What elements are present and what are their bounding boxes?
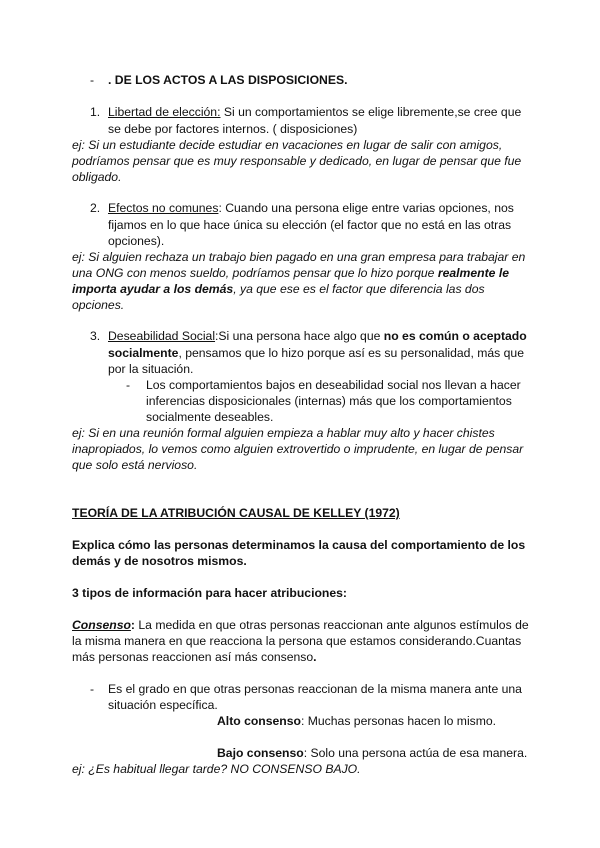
bajo-label: Bajo consenso (217, 746, 304, 760)
item-bold: socialmente (108, 346, 179, 360)
sub-dash: - (126, 378, 131, 392)
example-line (72, 265, 509, 281)
list-number: 1. (90, 105, 101, 119)
item-1-line2: se debe por factores internos. ( disposiciones) (108, 122, 358, 136)
subheading: 3 tipos de información para hacer atribuciones: (72, 586, 347, 600)
bajo-consenso-line (217, 745, 527, 761)
item-2-line3: opciones). (108, 234, 165, 248)
section-heading: . DE LOS ACTOS A LAS DISPOSICIONES. (108, 73, 348, 87)
sub-bullet-line: inferencias disposicionales (internas) más que los comportamientos (146, 394, 512, 408)
example-bold: realmente le (437, 266, 509, 280)
item-3-line2 (108, 345, 524, 361)
item-2-text (108, 200, 514, 216)
consenso-text: La medida en que otras personas reaccionan ante algunos estímulos de (134, 618, 529, 632)
item-bold: no es común o aceptado (383, 329, 527, 343)
sub-bullet-line: socialmente deseables. (146, 410, 274, 424)
section-title: TEORÍA DE LA ATRIBUCIÓN CAUSAL DE KELLEY (1972) (72, 506, 400, 520)
example-text: una ONG con menos sueldo, podríamos pensar que lo hizo porque (72, 266, 438, 280)
list-number: 2. (90, 201, 101, 215)
example-line: inapropiados, lo vemos como alguien extrovertido o imprudente, en lugar de pensar (72, 442, 524, 456)
example-line: ej: ¿Es habitual llegar tarde? NO CONSENSO BAJO. (72, 762, 361, 776)
list-dash: - (90, 73, 95, 87)
sub-bullet-line: Los comportamientos bajos en deseabilidad social nos llevan a hacer (146, 378, 521, 392)
consenso-line (72, 617, 529, 633)
consenso-text: más personas reaccionen así más consenso (72, 650, 314, 664)
bullet-line: situación específica. (108, 698, 218, 712)
example-line: obligado. (72, 170, 122, 184)
list-dash: - (90, 682, 95, 696)
example-line: opciones. (72, 298, 125, 312)
list-number: 3. (90, 329, 101, 343)
example-line: ej: Si un estudiante decide estudiar en vacaciones en lugar de salir con amigos, (72, 138, 503, 152)
item-title: Deseabilidad Social (108, 329, 216, 343)
item-text: : Cuando una persona elige entre varias opciones, nos (218, 201, 514, 215)
item-title: Libertad de elección: (108, 105, 221, 119)
item-text: :Si una persona hace algo que (215, 329, 384, 343)
item-1-text (108, 104, 521, 120)
example-text: , ya que ese es el factor que diferencia las dos (233, 282, 485, 296)
item-3-text (108, 328, 527, 344)
example-line (72, 281, 485, 297)
period: . (313, 650, 317, 664)
item-text: Si un comportamientos se elige libremente,se cree que (220, 105, 522, 119)
item-text: , pensamos que lo hizo porque así es su personalidad, más que (178, 346, 524, 360)
bullet-line: Es el grado en que otras personas reaccionan de la misma manera ante una (108, 682, 522, 696)
intro-line: Explica cómo las personas determinamos la causa del comportamiento de los (72, 538, 526, 552)
bajo-text: : Solo una persona actúa de esa manera. (303, 746, 528, 760)
colon: : (130, 618, 135, 632)
example-line: ej: Si en una reunión formal alguien empieza a hablar muy alto y hacer chistes (72, 426, 495, 440)
alto-text: : Muchas personas hacen lo mismo. (300, 714, 497, 728)
example-bold: importa ayudar a los demás (72, 282, 234, 296)
consenso-line (72, 649, 317, 665)
example-line: ej: Si alguien rechaza un trabajo bien pagado en una gran empresa para trabajar en (72, 250, 526, 264)
example-line: podríamos pensar que es muy responsable y dedicado, en lugar de pensar que fue (72, 154, 522, 168)
consenso-line: la misma manera en que reacciona la persona que estamos considerando.Cuantas (72, 634, 522, 648)
alto-label: Alto consenso (217, 714, 301, 728)
consenso-term: Consenso (72, 618, 131, 632)
item-2-line2: fijamos en lo que hace única su elección (el factor que no está en las otras (108, 218, 512, 232)
intro-line: demás y de nosotros mismos. (72, 554, 247, 568)
item-3-line3: por la situación. (108, 362, 194, 376)
example-line: que solo está nervioso. (72, 458, 198, 472)
item-title: Efectos no comunes (108, 201, 219, 215)
alto-consenso-line (217, 713, 496, 729)
